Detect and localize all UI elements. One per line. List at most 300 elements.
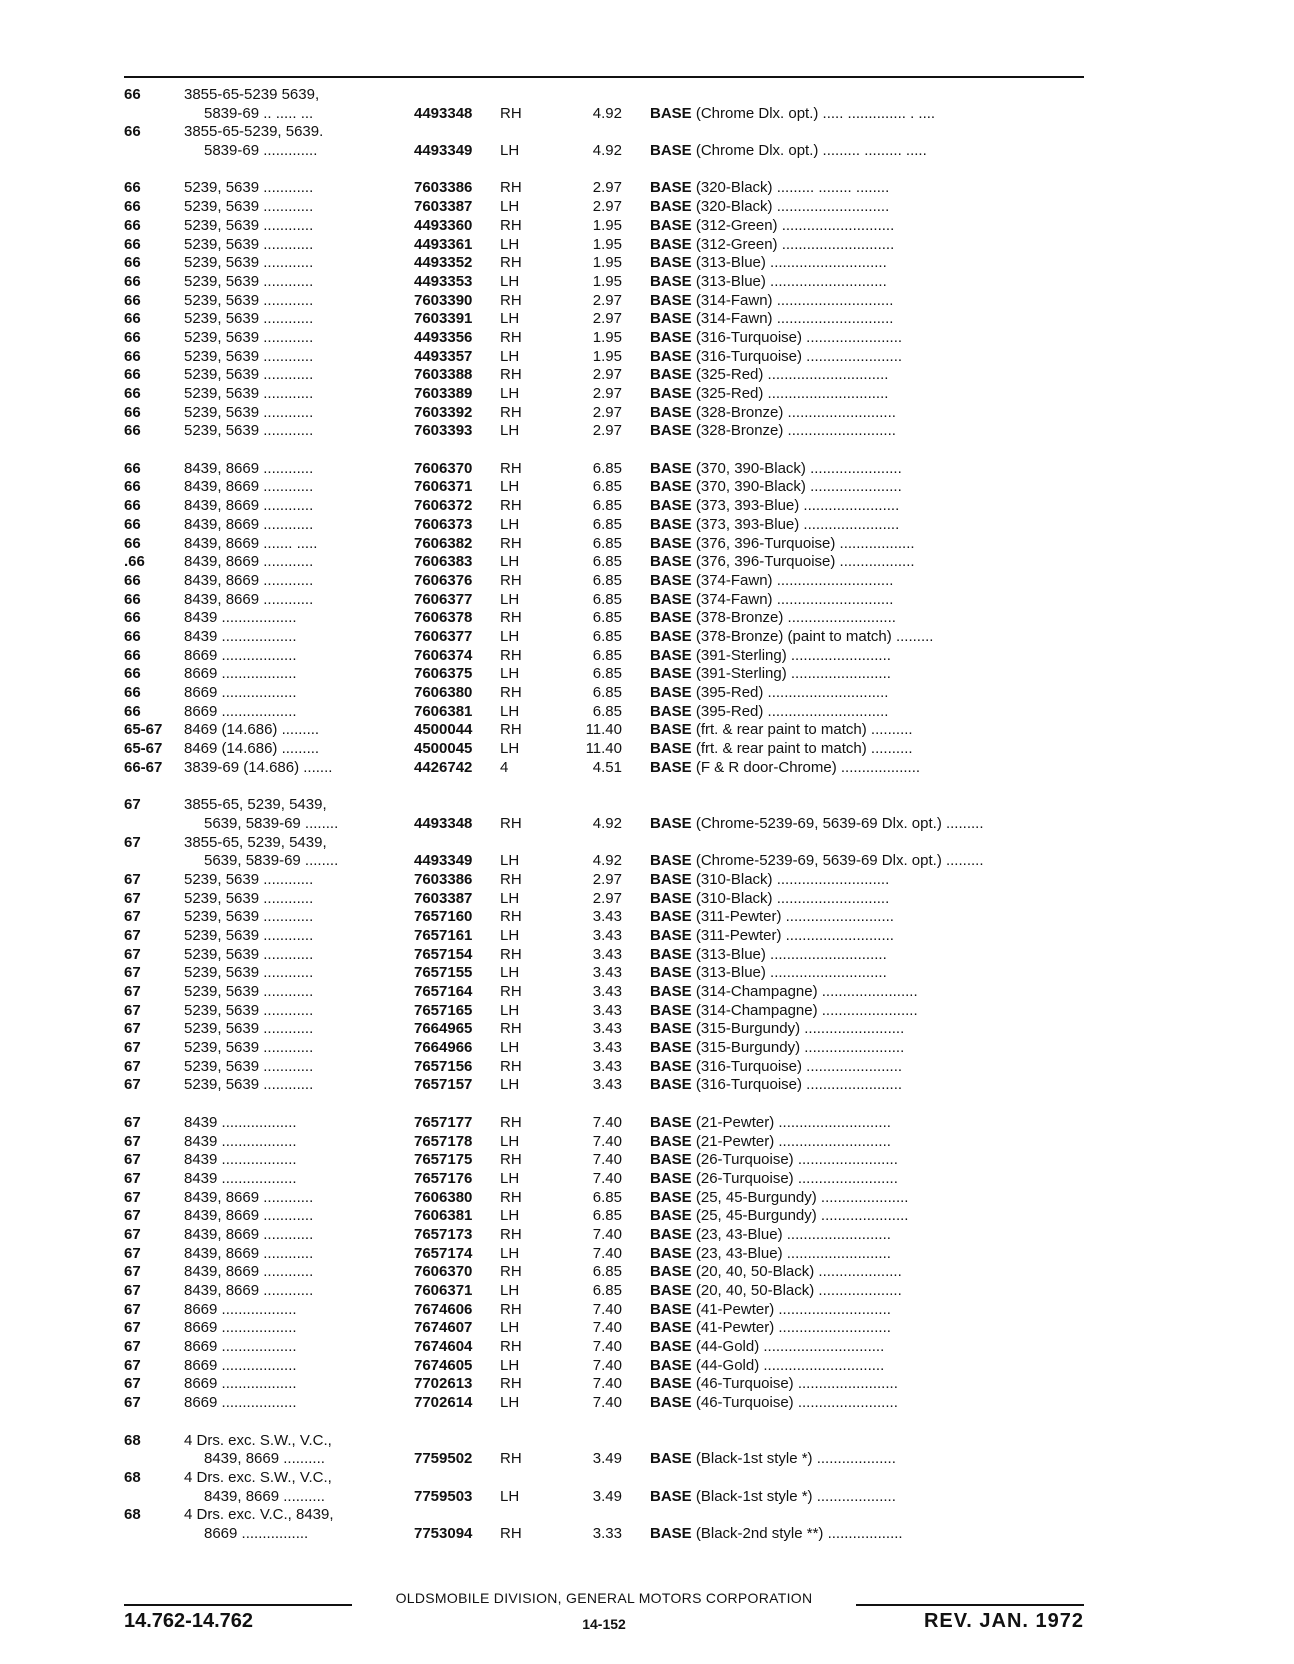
model-cell: 8439, 8669 .......... [204, 1487, 325, 1505]
part-number-cell: 4426742 [414, 758, 473, 776]
price-cell: 6.85 [592, 646, 622, 664]
side-cell: LH [500, 852, 520, 870]
description-cell [650, 385, 1084, 404]
side-cell: LH [500, 1487, 520, 1505]
model-cell: 8439 .................. [184, 1151, 297, 1169]
side-cell: RH [500, 1524, 522, 1542]
description-cell [650, 684, 1084, 703]
table-row [124, 908, 1084, 927]
table-row [124, 1282, 1084, 1301]
model-cell: 8439, 8669 ............ [184, 553, 314, 571]
model-cell: 8439, 8669 ............ [184, 1244, 314, 1262]
side-cell: LH [500, 740, 520, 758]
side-cell: RH [500, 254, 522, 272]
description-cell [650, 460, 1084, 479]
description-keyword: BASE [650, 889, 692, 907]
description-text: (46-Turquoise) ........................ [691, 1375, 898, 1393]
table-row [124, 310, 1084, 329]
model-cell: 8439 .................. [184, 1169, 297, 1187]
description-text: (21-Pewter) ........................... [691, 1132, 891, 1150]
year-cell: 66 [124, 497, 141, 515]
side-cell: LH [500, 272, 520, 290]
description-cell [650, 815, 1084, 834]
description-keyword: BASE [650, 627, 692, 645]
description-keyword: BASE [650, 1151, 692, 1169]
table-row [124, 254, 1084, 273]
year-cell: 66 [124, 571, 141, 589]
top-rule [124, 76, 1084, 78]
description-keyword: BASE [650, 1300, 692, 1318]
side-cell: RH [500, 945, 522, 963]
model-cell: 4 Drs. exc. S.W., V.C., [184, 1431, 332, 1449]
side-cell: RH [500, 1225, 522, 1243]
side-cell: RH [500, 328, 522, 346]
description-keyword: BASE [650, 1225, 692, 1243]
description-text: (313-Blue) ............................ [691, 272, 887, 290]
side-cell: RH [500, 1375, 522, 1393]
part-number-cell: 4493348 [414, 104, 473, 122]
part-number-cell: 7702613 [414, 1375, 473, 1393]
price-cell: 6.85 [592, 627, 622, 645]
part-number-cell: 7603393 [414, 422, 473, 440]
year-cell: 65-67 [124, 740, 163, 758]
description-keyword: BASE [650, 684, 692, 701]
table-row [124, 1357, 1084, 1376]
description-cell [650, 946, 1084, 965]
year-cell: 67 [124, 1169, 141, 1187]
table-row [124, 890, 1084, 909]
year-cell: 67 [124, 1151, 141, 1169]
table-row [124, 404, 1084, 423]
model-cell: 5239, 5639 ............ [184, 347, 314, 365]
price-cell: 2.97 [592, 291, 622, 309]
description-keyword: BASE [650, 609, 692, 627]
price-cell: 7.40 [592, 1394, 622, 1412]
footer-corporation: OLDSMOBILE DIVISION, GENERAL MOTORS CORPORATION [395, 1590, 813, 1606]
table-row [124, 1450, 1084, 1469]
description-cell [650, 1189, 1084, 1208]
side-cell: RH [500, 1057, 522, 1075]
table-row [124, 422, 1084, 441]
side-cell: RH [500, 534, 522, 552]
description-text: (373, 393-Blue) ....................... [691, 497, 900, 515]
model-cell: 5239, 5639 ............ [184, 1076, 314, 1094]
description-keyword: BASE [650, 366, 692, 384]
year-cell: 67 [124, 1039, 141, 1057]
description-text: (320-Black) ........................... [691, 198, 890, 216]
description-keyword: BASE [650, 235, 692, 253]
description-keyword: BASE [650, 515, 692, 533]
description-text: (328-Bronze) .......................... [691, 422, 896, 440]
description-text: (378-Bronze) (paint to match) ......... [691, 627, 934, 645]
side-cell: RH [500, 870, 522, 888]
description-text: (23, 43-Blue) ......................... [691, 1244, 891, 1262]
description-text: (310-Black) ........................... [691, 870, 890, 888]
year-cell: 68 [124, 1431, 141, 1449]
year-cell: 67 [124, 1020, 141, 1038]
model-cell: 5239, 5639 ............ [184, 179, 314, 197]
table-row [124, 1319, 1084, 1338]
description-text: (23, 43-Blue) ......................... [691, 1225, 891, 1243]
part-number-cell: 7606381 [414, 702, 473, 720]
description-keyword: BASE [650, 1039, 692, 1057]
description-text: (41-Pewter) ........................... [691, 1319, 891, 1337]
part-number-cell: 7657177 [414, 1113, 473, 1131]
description-text: (314-Champagne) ....................... [691, 983, 918, 1000]
description-keyword: BASE [650, 945, 692, 963]
year-cell: 67 [124, 1001, 141, 1019]
price-cell: 3.43 [592, 1076, 622, 1094]
year-cell: 67 [124, 889, 141, 907]
part-number-cell: 7657164 [414, 983, 473, 1000]
table-row [124, 946, 1084, 965]
year-cell: 67 [124, 1263, 141, 1281]
description-cell [650, 553, 1084, 572]
part-number-cell: 7603389 [414, 385, 473, 402]
table-row [124, 198, 1084, 217]
price-cell: 7.40 [592, 1132, 622, 1150]
model-cell: 8669 .................. [184, 1394, 297, 1412]
table-row [124, 1226, 1084, 1245]
part-number-cell: 7657165 [414, 1001, 473, 1019]
part-number-cell: 7606375 [414, 665, 473, 683]
side-cell: LH [500, 235, 520, 253]
row-spacer [124, 161, 1084, 180]
table-row [124, 1207, 1084, 1226]
description-text: (376, 396-Turquoise) .................. [691, 534, 915, 552]
description-cell [650, 1263, 1084, 1282]
part-number-cell: 7674604 [414, 1338, 473, 1356]
model-cell: 5239, 5639 ............ [184, 291, 314, 309]
side-cell: LH [500, 142, 520, 160]
price-cell: 1.95 [592, 328, 622, 346]
table-row [124, 609, 1084, 628]
year-cell: 68 [124, 1506, 141, 1524]
price-cell: 6.85 [592, 1188, 622, 1206]
price-cell: 1.95 [592, 216, 622, 234]
part-number-cell: 7603392 [414, 403, 473, 421]
price-cell: 6.85 [592, 609, 622, 627]
description-cell [650, 1058, 1084, 1077]
price-cell: 7.40 [592, 1113, 622, 1131]
part-number-cell: 4493348 [414, 814, 473, 832]
model-cell: 3839-69 (14.686) ....... [184, 758, 333, 776]
year-cell: 66 [124, 235, 141, 253]
part-number-cell: 7606381 [414, 1207, 473, 1225]
price-cell: 6.85 [592, 665, 622, 683]
description-cell [650, 292, 1084, 311]
model-cell: 5239, 5639 ............ [184, 310, 314, 328]
side-cell: LH [500, 1356, 520, 1374]
page-footer [124, 1590, 1084, 1650]
description-keyword: BASE [650, 459, 692, 477]
model-cell: 8439, 8669 ............ [184, 571, 314, 589]
year-cell: 66 [124, 366, 141, 384]
description-text: (395-Red) ............................. [691, 702, 889, 720]
side-cell: RH [500, 721, 522, 739]
description-keyword: BASE [650, 908, 692, 926]
description-keyword: BASE [650, 1487, 692, 1505]
year-cell: 68 [124, 1468, 141, 1486]
year-cell: 66 [124, 123, 141, 141]
description-cell [650, 759, 1084, 778]
part-number-cell: 7657176 [414, 1169, 473, 1187]
table-row [124, 497, 1084, 516]
table-row [124, 1170, 1084, 1189]
table-row [124, 1432, 1084, 1451]
table-row [124, 721, 1084, 740]
description-text: (310-Black) ........................... [691, 889, 890, 907]
description-keyword: BASE [650, 179, 692, 197]
year-cell: 67 [124, 1057, 141, 1075]
year-cell: 66 [124, 291, 141, 309]
price-cell: 7.40 [592, 1319, 622, 1337]
price-cell: 3.43 [592, 1057, 622, 1075]
model-cell: 8669 .................. [184, 684, 297, 701]
description-cell [650, 254, 1084, 273]
model-cell: 5639, 5839-69 ........ [204, 814, 339, 832]
year-cell: 66 [124, 310, 141, 328]
description-keyword: BASE [650, 1057, 692, 1075]
description-keyword: BASE [650, 1113, 692, 1131]
model-cell: 5239, 5639 ............ [184, 254, 314, 272]
year-cell: 67 [124, 1394, 141, 1412]
price-cell: 2.97 [592, 403, 622, 421]
price-cell: 4.92 [592, 852, 622, 870]
side-cell: RH [500, 1263, 522, 1281]
model-cell: 8439, 8669 ............ [184, 497, 314, 515]
price-cell: 6.85 [592, 553, 622, 571]
price-cell: 4.92 [592, 814, 622, 832]
description-keyword: BASE [650, 571, 692, 589]
model-cell: 5239, 5639 ............ [184, 216, 314, 234]
price-cell: 7.40 [592, 1356, 622, 1374]
description-keyword: BASE [650, 1282, 692, 1299]
side-cell: LH [500, 1394, 520, 1412]
footer-rule-right [856, 1604, 1084, 1606]
year-cell: 66 [124, 422, 141, 440]
model-cell: 5239, 5639 ............ [184, 964, 314, 982]
footer-rule-left [124, 1604, 352, 1606]
description-cell [650, 927, 1084, 946]
description-text: (373, 393-Blue) ....................... [691, 515, 900, 533]
table-row [124, 1301, 1084, 1320]
model-cell: 8439 .................. [184, 627, 297, 645]
description-cell [650, 1525, 1084, 1544]
description-keyword: BASE [650, 1450, 692, 1468]
model-cell: 8469 (14.686) ......... [184, 721, 320, 739]
model-cell: 3855-65-5239, 5639. [184, 123, 324, 141]
description-text: (314-Fawn) ............................ [691, 291, 894, 309]
side-cell: LH [500, 964, 520, 982]
table-row [124, 684, 1084, 703]
part-number-cell: 7606370 [414, 459, 473, 477]
year-cell: 67 [124, 870, 141, 888]
price-cell: 7.40 [592, 1375, 622, 1393]
table-row [124, 1076, 1084, 1095]
table-row [124, 1039, 1084, 1058]
price-cell: 7.40 [592, 1225, 622, 1243]
description-text: (311-Pewter) .......................... [691, 908, 894, 926]
side-cell: LH [500, 889, 520, 907]
side-cell: LH [500, 1076, 520, 1094]
table-row [124, 348, 1084, 367]
description-keyword: BASE [650, 1394, 692, 1412]
description-cell [650, 1450, 1084, 1469]
part-number-cell: 7603391 [414, 310, 473, 328]
description-cell [650, 703, 1084, 722]
description-cell [650, 198, 1084, 217]
price-cell: 3.33 [592, 1524, 622, 1542]
price-cell: 3.49 [592, 1450, 622, 1468]
model-cell: 8439, 8669 ............ [184, 1207, 314, 1225]
description-keyword: BASE [650, 291, 692, 309]
part-number-cell: 7606372 [414, 497, 473, 515]
price-cell: 2.97 [592, 179, 622, 197]
description-keyword: BASE [650, 422, 692, 440]
model-cell: 8669 .................. [184, 1338, 297, 1356]
description-text: (20, 40, 50-Black) .................... [691, 1282, 902, 1299]
description-cell [650, 1133, 1084, 1152]
price-cell: 6.85 [592, 684, 622, 701]
table-row [124, 1189, 1084, 1208]
price-cell: 7.40 [592, 1169, 622, 1187]
side-cell: RH [500, 1188, 522, 1206]
description-text: (312-Green) ........................... [691, 216, 895, 234]
description-cell [650, 1357, 1084, 1376]
description-keyword: BASE [650, 1207, 692, 1225]
table-row [124, 292, 1084, 311]
year-cell: 67 [124, 1338, 141, 1356]
description-cell [650, 890, 1084, 909]
description-text: (313-Blue) ............................ [691, 254, 887, 272]
year-cell: 67 [124, 1113, 141, 1131]
description-text: (F & R door-Chrome) ................... [691, 758, 921, 776]
table-row [124, 329, 1084, 348]
model-cell: 5239, 5639 ............ [184, 870, 314, 888]
description-text: (311-Pewter) .......................... [691, 926, 894, 944]
price-cell: 3.43 [592, 983, 622, 1000]
side-cell: LH [500, 1319, 520, 1337]
description-cell [650, 721, 1084, 740]
part-number-cell: 7603390 [414, 291, 473, 309]
table-row [124, 86, 1084, 105]
part-number-cell: 7606382 [414, 534, 473, 552]
description-keyword: BASE [650, 216, 692, 234]
year-cell: 67 [124, 796, 141, 814]
table-row [124, 647, 1084, 666]
description-cell [650, 366, 1084, 385]
year-cell: 66 [124, 515, 141, 533]
side-cell: RH [500, 179, 522, 197]
model-cell: 5239, 5639 ............ [184, 926, 314, 944]
description-keyword: BASE [650, 497, 692, 515]
table-row [124, 852, 1084, 871]
description-text: (20, 40, 50-Black) .................... [691, 1263, 902, 1281]
description-cell [650, 1282, 1084, 1301]
part-number-cell: 7606377 [414, 590, 473, 608]
table-row [124, 516, 1084, 535]
table-row [124, 871, 1084, 890]
side-cell: RH [500, 1450, 522, 1468]
part-number-cell: 7606371 [414, 478, 473, 496]
table-row [124, 1020, 1084, 1039]
price-cell: 3.43 [592, 964, 622, 982]
model-cell: 8669 ................ [204, 1524, 309, 1542]
part-number-cell: 7674606 [414, 1300, 473, 1318]
side-cell: RH [500, 983, 522, 1000]
part-number-cell: 4493349 [414, 852, 473, 870]
description-keyword: BASE [650, 870, 692, 888]
description-text: (316-Turquoise) ....................... [691, 1076, 903, 1094]
part-number-cell: 7603386 [414, 870, 473, 888]
table-row [124, 273, 1084, 292]
description-text: (316-Turquoise) ....................... [691, 347, 903, 365]
part-number-cell: 7657156 [414, 1057, 473, 1075]
year-cell: 66 [124, 272, 141, 290]
model-cell: 5239, 5639 ............ [184, 422, 314, 440]
table-row [124, 1058, 1084, 1077]
table-row [124, 572, 1084, 591]
price-cell: 7.40 [592, 1151, 622, 1169]
footer-revision: REV. JAN. 1972 [923, 1610, 1084, 1632]
model-cell: 8669 .................. [184, 646, 297, 664]
part-number-cell: 7606374 [414, 646, 473, 664]
description-cell [650, 329, 1084, 348]
description-cell [650, 1245, 1084, 1264]
description-cell [650, 478, 1084, 497]
year-cell: 67 [124, 1076, 141, 1094]
description-cell [650, 1226, 1084, 1245]
year-cell: 67 [124, 964, 141, 982]
price-cell: 2.97 [592, 385, 622, 402]
model-cell: 5239, 5639 ............ [184, 366, 314, 384]
description-cell [650, 1375, 1084, 1394]
table-row [124, 703, 1084, 722]
description-keyword: BASE [650, 310, 692, 328]
side-cell: RH [500, 291, 522, 309]
table-row [124, 1375, 1084, 1394]
table-row [124, 1245, 1084, 1264]
price-cell: 6.85 [592, 1263, 622, 1281]
description-cell [650, 964, 1084, 983]
side-cell: RH [500, 366, 522, 384]
description-text: (frt. & rear paint to match) .......... [691, 721, 913, 739]
price-cell: 4.51 [592, 758, 622, 776]
price-cell: 1.95 [592, 235, 622, 253]
description-keyword: BASE [650, 740, 692, 758]
model-cell: 3855-65, 5239, 5439, [184, 796, 327, 814]
price-cell: 4.92 [592, 142, 622, 160]
description-cell [650, 665, 1084, 684]
description-cell [650, 179, 1084, 198]
side-cell: RH [500, 684, 522, 701]
price-cell: 3.43 [592, 1020, 622, 1038]
part-number-cell: 7702614 [414, 1394, 473, 1412]
year-cell: 66 [124, 385, 141, 402]
year-cell: 66 [124, 328, 141, 346]
model-cell: 8669 .................. [184, 1319, 297, 1337]
description-text: (314-Champagne) ....................... [691, 1001, 918, 1019]
model-cell: 8439 .................. [184, 1132, 297, 1150]
part-number-cell: 7657160 [414, 908, 473, 926]
description-text: (Black-1st style *) ................... [691, 1487, 896, 1505]
description-cell [650, 983, 1084, 1002]
price-cell: 3.43 [592, 926, 622, 944]
side-cell: LH [500, 553, 520, 571]
price-cell: 6.85 [592, 1282, 622, 1299]
model-cell: 8439, 8669 ............ [184, 1188, 314, 1206]
